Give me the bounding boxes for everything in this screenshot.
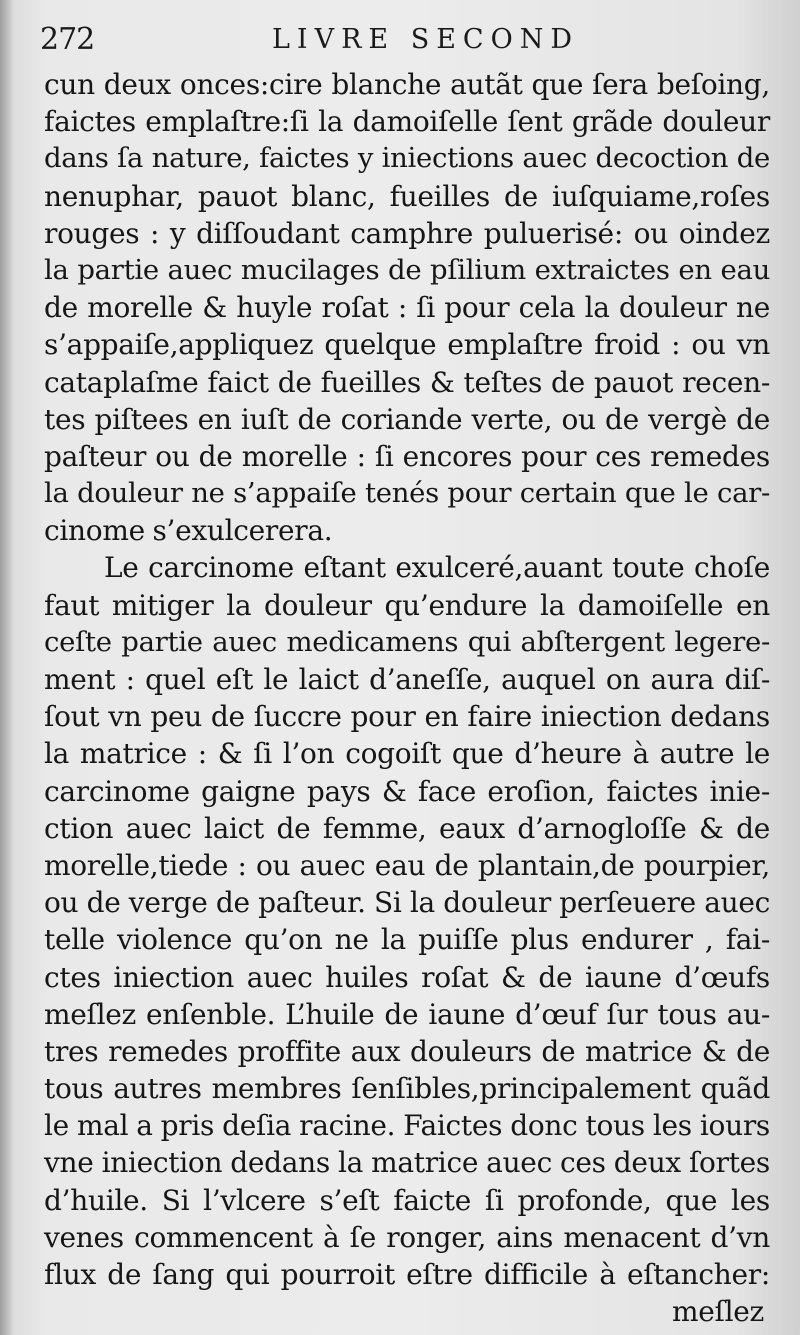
- paragraph-start-line: Le carcinome eſtant exulceré,auant toute choſe: [104, 551, 770, 585]
- text-line: d’huile. Si l’vlcere s’eſt faicte ſi profonde, que les: [44, 1183, 770, 1217]
- catchword: meſlez: [672, 1295, 764, 1329]
- page-header: [40, 18, 770, 60]
- text-line: la douleur ne s’appaiſe tenés pour certain que le car-: [44, 477, 770, 510]
- text-line: carcinome gaigne pays & face eroſion, faictes inie-: [44, 774, 770, 808]
- text-line: la matrice : & ſi l’on cogoiſt que d’heure à autre le: [44, 737, 770, 771]
- text-line: rouges : y diſſoudant camphre puluerisé: ou oindez: [44, 216, 770, 250]
- text-line: telle violence qu’on ne la puiſſe plus endurer , fai-: [44, 923, 770, 957]
- text-line: faictes emplaſtre:ſi la damoiſelle ſent grãde douleur: [44, 105, 770, 139]
- text-line: paſteur ou de morelle : ſi encores pour ces remedes: [44, 439, 770, 473]
- text-line: cataplaſme faict de fueilles & teſtes de pauot recen-: [44, 365, 770, 399]
- text-line: ceſte partie auec medicamens qui abſtergent legere-: [44, 625, 770, 658]
- text-line: ment : quel eſt le laict d’aneſſe, auquel on aura diſ-: [44, 663, 770, 696]
- text-line: cinome s’exulcerera.: [44, 514, 333, 548]
- text-line: ſout vn peu de ſuccre pour en faire iniection dedans: [44, 700, 770, 734]
- text-line: meſlez enſenble. L’huile de iaune d’œuf ſur tous au-: [44, 997, 770, 1031]
- text-line: ou de verge de paſteur. Si la douleur perſeuere auec: [44, 886, 770, 920]
- text-line: s’appaiſe,appliquez quelque emplaſtre froid : ou vn: [44, 328, 770, 362]
- text-line: ctes iniection auec huiles roſat & de iaune d’œufs: [44, 960, 770, 994]
- text-line: flux de ſang qui pourroit eſtre difficile à eſtancher:: [44, 1258, 770, 1291]
- page-number: 272: [40, 22, 95, 57]
- text-line: faut mitiger la douleur qu’endure la damoiſelle en: [44, 588, 770, 622]
- text-line: cun deux onces:cire blanche autãt que ſera beſoing,: [44, 68, 770, 101]
- text-line: venes commencent à ſe ronger, ains menacent d’vn: [44, 1220, 770, 1254]
- running-head: LIVRE SECOND: [272, 24, 579, 55]
- text-line: dans ſa nature, faictes y iniections auec decoction de: [44, 142, 770, 175]
- text-line: de morelle & huyle roſat : ſi pour cela la douleur ne: [44, 291, 770, 325]
- text-line: tous autres membres ſenſibles,principalement quãd: [44, 1072, 770, 1106]
- text-line: tes piſtees en iuſt de coriande verte, ou de vergè de: [44, 402, 770, 436]
- text-line: nenuphar, pauot blanc, fueilles de iuſquiame,roſes: [44, 179, 770, 213]
- text-line: ction auec laict de femme, eaux d’arnogloſſe & de: [44, 811, 770, 845]
- text-line: morelle,tiede : ou auec eau de plantain,de pourpier,: [44, 848, 770, 882]
- text-line: la partie auec mucilages de pſilium extraictes en eau: [44, 253, 770, 286]
- text-line: vne iniection dedans la matrice auec ces deux ſortes: [44, 1146, 770, 1180]
- body-text: [44, 66, 770, 1330]
- text-line: le mal a pris deſia racine. Faictes donc tous les iours: [44, 1109, 770, 1143]
- text-line: tres remedes proffite aux douleurs de matrice & de: [44, 1034, 770, 1068]
